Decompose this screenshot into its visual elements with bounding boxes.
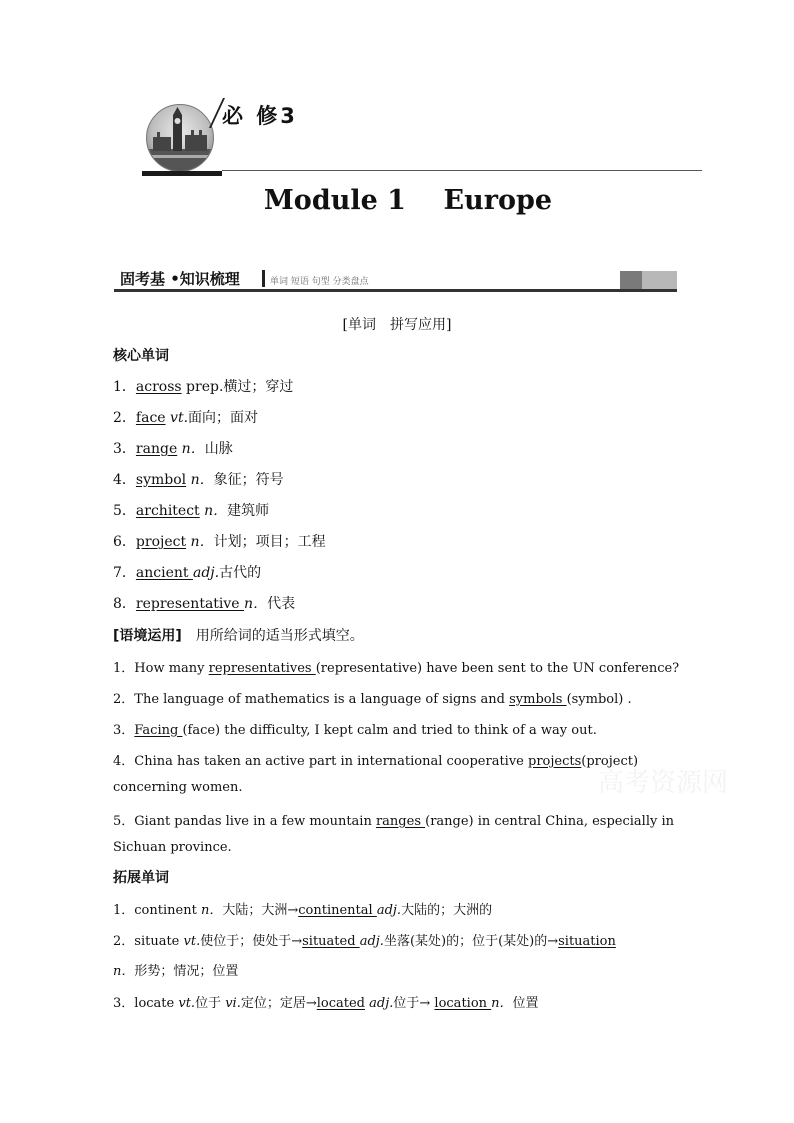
core-word-item: 8．representative n．代表 (113, 596, 296, 612)
big-ben-logo (146, 104, 214, 172)
extended-word-continuation: n．形势；情况；位置 (113, 964, 239, 979)
extended-word-item: 2．situate vt.使位于；使处于→situated adj.坐落(某处)的；位于(某处)的→situation (113, 934, 616, 949)
sentence-item: 2．The language of mathematics is a language of signs and symbols (symbol) . (113, 692, 632, 707)
sentence-item: 3．Facing (face) the difficulty, I kept calm and tried to think of a way out. (113, 723, 597, 738)
module-title: Module 1 Europe (263, 185, 553, 216)
core-word-item: 2．face vt.面向；面对 (113, 410, 259, 426)
watermark: 高考资源网 (598, 768, 729, 798)
core-word-item: 4．symbol n．象征；符号 (113, 472, 284, 488)
banner-title: 固考基 •知识梳理 (120, 270, 240, 288)
core-word-item: 6．project n．计划；项目；工程 (113, 534, 326, 550)
sentence-continuation: Sichuan province. (113, 840, 232, 855)
sentence-continuation: concerning women. (113, 780, 243, 795)
sentence-item: 5．Giant pandas live in a few mountain ranges (range) in central China, especially in (113, 814, 674, 829)
volume-label: 必 修3 (222, 104, 298, 128)
header-rule-thick (142, 171, 222, 176)
core-word-item: 5．architect n．建筑师 (113, 503, 270, 519)
context-heading-line: [语境运用] 用所给词的适当形式填空。 (113, 628, 364, 644)
core-word-item: 7．ancient adj.古代的 (113, 565, 262, 581)
section-title: [单词 拼写应用] (342, 317, 452, 333)
banner-subtitle: 单词 短语 句型 分类盘点 (270, 277, 369, 287)
banner-separator (262, 270, 265, 287)
banner-block-light (642, 271, 677, 289)
core-words-heading: 核心单词 (113, 348, 169, 364)
extended-words-heading: 拓展单词 (113, 870, 169, 886)
extended-word-item: 3．locate vt.位于 vi.定位；定居→located adj.位于→ location n．位置 (113, 996, 539, 1011)
sentence-item: 1．How many representatives (representative) have been sent to the UN conference? (113, 661, 680, 676)
banner-underline (114, 289, 677, 292)
sentence-item: 4．China has taken an active part in international cooperative projects(project) (113, 754, 639, 769)
core-word-item: 3．range n．山脉 (113, 441, 233, 457)
header-rule-thin (222, 170, 702, 171)
banner-block-dark (620, 271, 642, 289)
core-word-item: 1．across prep.横过；穿过 (113, 379, 294, 395)
extended-word-item: 1．continent n．大陆；大洲→continental adj.大陆的；大洲的 (113, 903, 493, 918)
